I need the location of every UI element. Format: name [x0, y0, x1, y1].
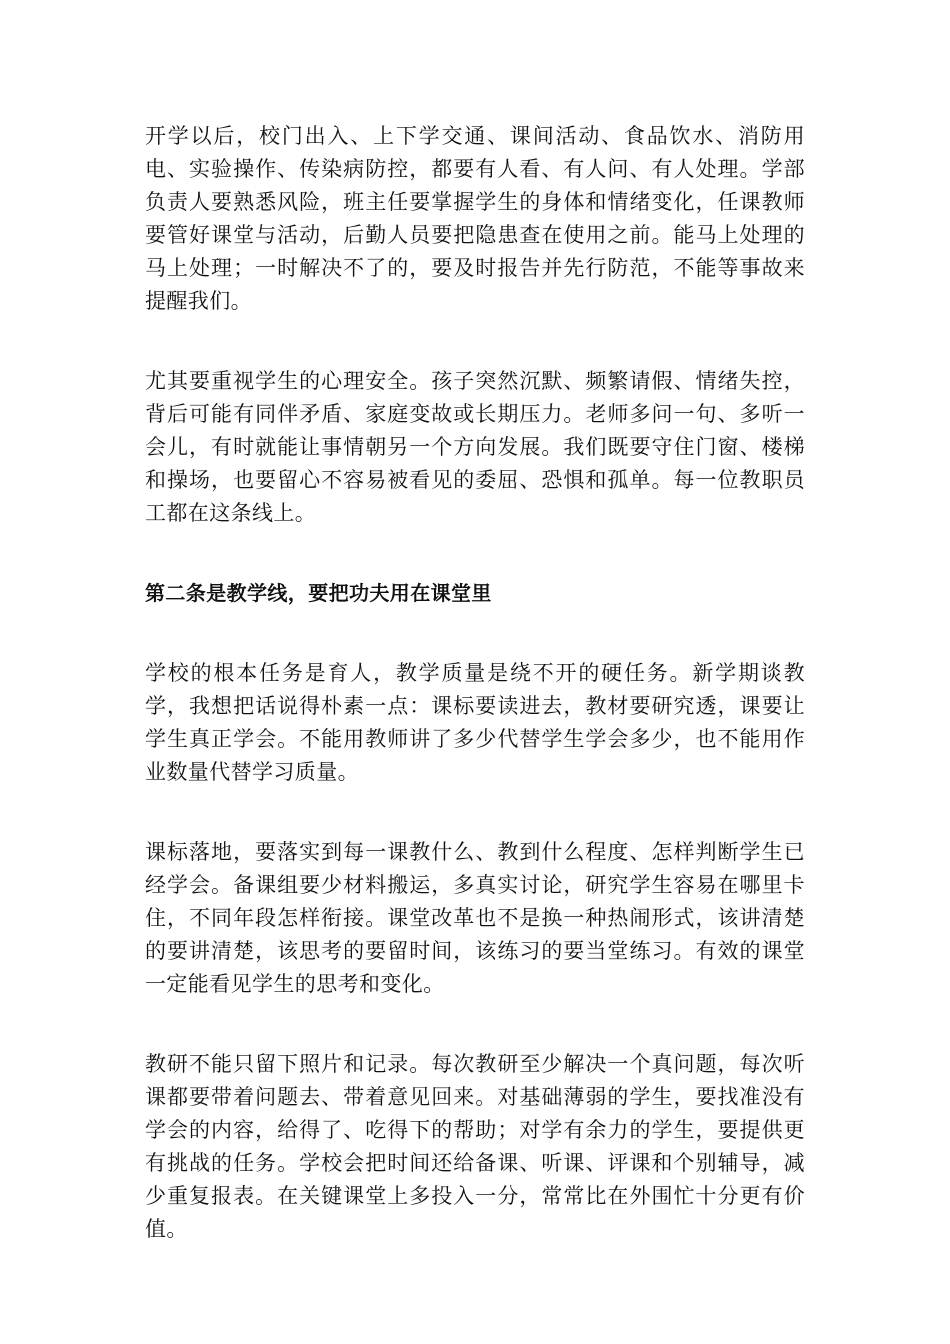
paragraph-teaching-research: 教研不能只留下照片和记录。每次教研至少解决一个真问题，每次听课都要带着问题去、带着意见回来。对基础薄弱的学生，要找准没有学会的内容，给得了、吃得下的帮助；对学有余力的学生，要提供更有挑战的任务。学校会把时间还给备课、听课、评课和个别辅导，减少重复报表。在关键课堂上多投入一分，常常比在外围忙十分更有价值。 — [145, 1052, 805, 1241]
paragraph-curriculum-standards: 课标落地，要落实到每一课教什么、教到什么程度、怎样判断学生已经学会。备课组要少材料搬运，多真实讨论，研究学生容易在哪里卡住，不同年段怎样衔接。课堂改革也不是换一种热闹形式，该讲清楚的要讲清楚，该思考的要留时间，该练习的要当堂练习。有效的课堂一定能看见学生的思考和变化。 — [145, 840, 805, 996]
section-heading: 第二条是教学线，要把功夫用在课堂里 — [145, 581, 492, 605]
paragraph-campus-safety: 开学以后，校门出入、上下学交通、课间活动、食品饮水、消防用电、实验操作、传染病防控，都要有人看、有人问、有人处理。学部负责人要熟悉风险，班主任要掌握学生的身体和情绪变化，任课教师要管好课堂与活动，后勤人员要把隐患查在使用之前。能马上处理的马上处理；一时解决不了的，要及时报告并先行防范，不能等事故来提醒我们。 — [145, 124, 805, 313]
document-body — [145, 120, 805, 1293]
paragraph-mental-safety: 尤其要重视学生的心理安全。孩子突然沉默、频繁请假、情绪失控，背后可能有同伴矛盾、家庭变故或长期压力。老师多问一句、多听一会儿，有时就能让事情朝另一个方向发展。我们既要守住门窗、楼梯和操场，也要留心不容易被看见的委屈、恐惧和孤单。每一位教职员工都在这条线上。 — [145, 369, 805, 525]
paragraph-teaching-quality: 学校的根本任务是育人，教学质量是绕不开的硬任务。新学期谈教学，我想把话说得朴素一点：课标要读进去，教材要研究透，课要让学生真正学会。不能用教师讲了多少代替学生学会多少，也不能用作业数量代替学习质量。 — [145, 661, 805, 784]
